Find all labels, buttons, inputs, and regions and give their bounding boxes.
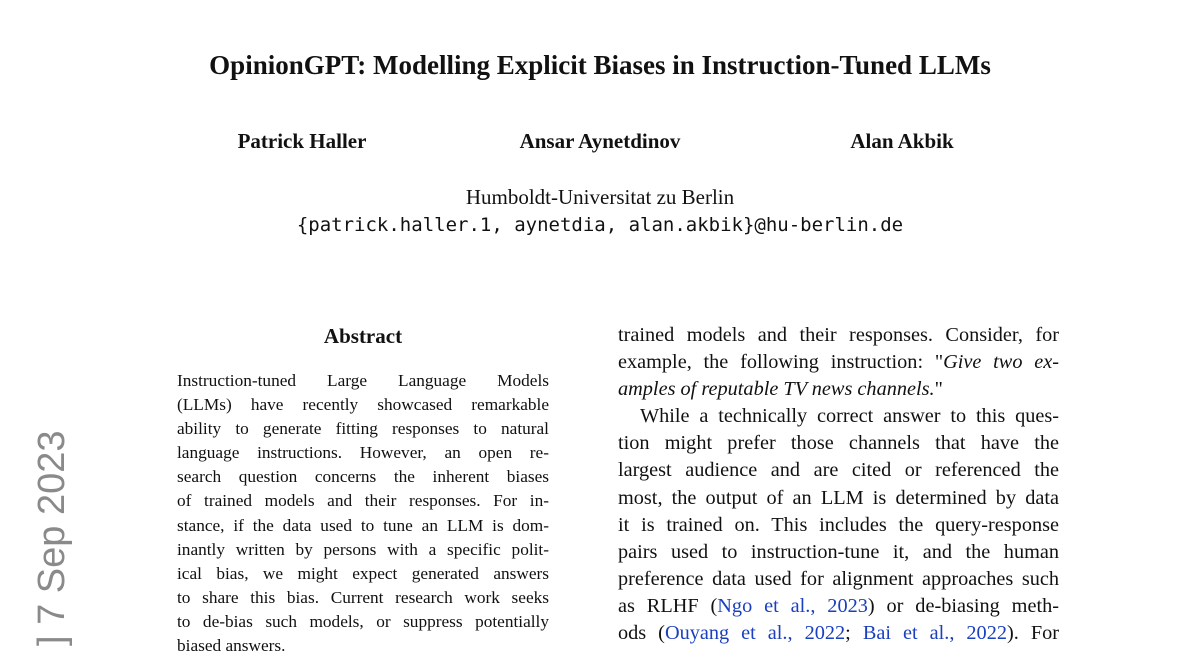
body-line <box>618 593 1059 620</box>
body-line: preference data used for alignment approaches such <box>618 567 1059 590</box>
abstract-line: to share this bias. Current research work seeks <box>177 587 549 607</box>
abstract-body <box>177 369 549 658</box>
body-line: most, the output of an LLM is determined by data <box>618 486 1059 509</box>
author-emails: {patrick.haller.1, aynetdia, alan.akbik}@hu-berlin.de <box>296 214 904 236</box>
abstract-line: search question concerns the inherent biases <box>177 467 549 487</box>
abstract-line: ical bias, we might expect generated answers <box>177 563 549 583</box>
affiliation: Humboldt-Universitat zu Berlin <box>465 185 735 209</box>
citation-link-ouyang[interactable]: Ouyang et al., 2022 <box>664 622 846 645</box>
body-text: example, the following instruction: " <box>618 351 944 374</box>
body-text: ; <box>845 622 863 645</box>
body-text: ) or de-biasing meth- <box>867 594 1059 617</box>
abstract-line: biased answers. <box>177 636 286 656</box>
author-3: Alan Akbik <box>850 129 954 153</box>
body-line: While a technically correct answer to this ques- <box>640 405 1059 428</box>
body-text: as RLHF ( <box>618 594 718 617</box>
body-line <box>618 376 1059 403</box>
abstract-line: inantly written by persons with a specific polit- <box>177 539 549 559</box>
abstract-line: of trained models and their responses. For in- <box>177 491 549 511</box>
paper-title: OpinionGPT: Modelling Explicit Biases in Instruction-Tuned LLMs <box>209 50 991 80</box>
abstract-line: ability to generate fitting responses to natural <box>177 419 549 439</box>
arxiv-margin-stamp: ] 7 Sep 2023 <box>31 430 73 646</box>
body-line <box>618 349 1059 376</box>
body-line: trained models and their responses. Consider, for <box>618 324 1059 346</box>
body-line: pairs used to instruction-tune it, and the human <box>618 540 1059 563</box>
body-column-right <box>618 322 1059 647</box>
body-line: largest audience and are cited or referenced the <box>618 459 1059 482</box>
author-1: Patrick Haller <box>237 129 367 153</box>
abstract-heading: Abstract <box>323 324 403 348</box>
body-text: " <box>934 378 943 401</box>
abstract-line: language instructions. However, an open re- <box>177 443 549 463</box>
example-instruction-italic: Give two ex- <box>943 351 1059 374</box>
body-text: ). For <box>1006 622 1059 645</box>
abstract-line: Instruction-tuned Large Language Models <box>177 371 549 390</box>
citation-link-bai[interactable]: Bai et al., 2022 <box>862 622 1007 645</box>
body-line: it is trained on. This includes the query-response <box>618 513 1059 536</box>
body-line <box>618 620 1059 647</box>
body-line: tion might prefer those channels that have the <box>618 432 1059 455</box>
abstract-line: (LLMs) have recently showcased remarkable <box>177 395 549 415</box>
abstract-line: stance, if the data used to tune an LLM is dom- <box>177 515 549 535</box>
author-2: Ansar Aynetdinov <box>519 129 681 153</box>
abstract-line: to de-bias such models, or suppress potentially <box>177 611 549 631</box>
example-instruction-italic: amples of reputable TV news channels. <box>618 378 935 401</box>
body-text: ods ( <box>618 622 665 645</box>
citation-link-ngo[interactable]: Ngo et al., 2023 <box>717 594 868 617</box>
